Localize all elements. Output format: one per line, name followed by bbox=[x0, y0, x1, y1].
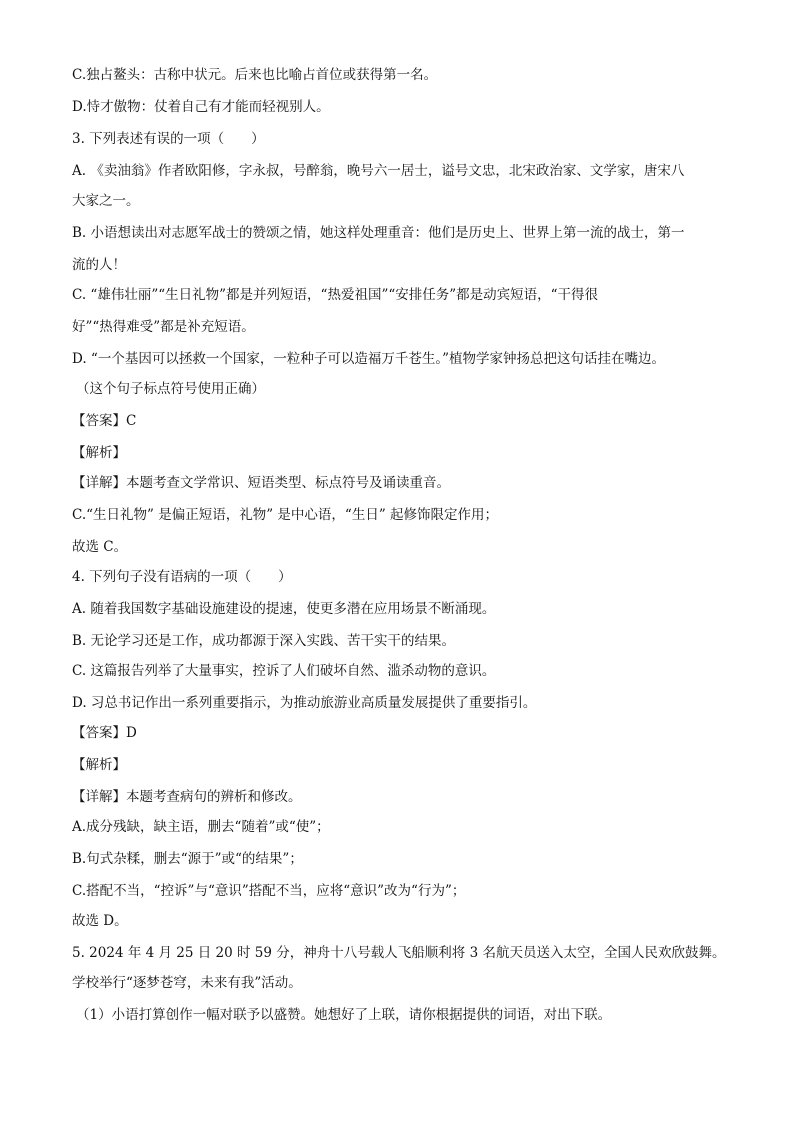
question-5-stem-line2: 学校举行“逐梦苍穹，未来有我”活动。 bbox=[72, 975, 302, 991]
q3-option-d-line1: D. “一个基因可以拯救一个国家，一粒种子可以造福万千苍生。”植物学家钟扬总把这句话挂在嘴边。 bbox=[72, 351, 665, 367]
q3-option-b-line1: B. 小语想读出对志愿军战士的赞颂之情，她这样处理重音：他们是历史上、世界上第一流的战士，第一 bbox=[72, 225, 685, 241]
q3-option-d-line2: （这个句子标点符号使用正确） bbox=[76, 381, 265, 397]
q4-detail-c: C.搭配不当，“控诉”与“意识”搭配不当，应将“意识”改为“行为”； bbox=[72, 883, 466, 899]
q4-option-d: D. 习总书记作出一系列重要指示，为推动旅游业高质量发展提供了重要指引。 bbox=[72, 695, 537, 711]
option-d-line: D.恃才傲物：仗着自己有才能而轻视别人。 bbox=[72, 99, 330, 115]
q3-detail: 【详解】本题考查文学常识、短语类型、标点符号及诵读重音。 bbox=[72, 475, 450, 491]
q4-conclusion: 故选 D。 bbox=[72, 913, 128, 929]
q4-option-a: A. 随着我国数字基础设施建设的提速，使更多潜在应用场景不断涌现。 bbox=[72, 601, 496, 617]
q4-detail-a: A.成分残缺，缺主语，删去“随着”或“使”； bbox=[72, 819, 330, 835]
question-5-part-1: （1）小语打算创作一幅对联予以盛赞。她想好了上联，请你根据提供的词语，对出下联。 bbox=[76, 1007, 612, 1023]
option-c-line: C.独占鳌头：古称中状元。后来也比喻占首位或获得第一名。 bbox=[72, 67, 438, 83]
q3-option-c-line1: C. “雄伟壮丽”“生日礼物”都是并列短语，“热爱祖国”“安排任务”都是动宾短语，“干得很 bbox=[72, 287, 599, 303]
question-5-stem-line1: 5. 2024 年 4 月 25 日 20 时 59 分，神舟十八号载人飞船顺利将 3 名航天员送入太空，全国人民欢欣鼓舞。 bbox=[72, 945, 726, 961]
q3-analysis-heading: 【解析】 bbox=[72, 445, 126, 461]
q3-option-a-line2: 大家之一。 bbox=[72, 193, 140, 209]
q4-detail-b: B.句式杂糅，删去“源于”或“的结果”； bbox=[72, 851, 303, 867]
q3-option-c-line2: 好”“热得难受”都是补充短语。 bbox=[72, 319, 255, 335]
q3-detail-c: C.“生日礼物” 是偏正短语，礼物” 是中心语，“生日” 起修饰限定作用； bbox=[72, 507, 499, 523]
q4-option-b: B. 无论学习还是工作，成功都源于深入实践、苦干实干的结果。 bbox=[72, 633, 456, 649]
q4-answer: 【答案】D bbox=[72, 725, 137, 741]
q4-option-c: C. 这篇报告列举了大量事实，控诉了人们破坏自然、滥杀动物的意识。 bbox=[72, 663, 496, 679]
q3-answer: 【答案】C bbox=[72, 413, 137, 429]
q3-option-b-line2: 流的人！ bbox=[72, 257, 126, 273]
q3-conclusion: 故选 C。 bbox=[72, 539, 128, 555]
q3-option-a-line1: A. 《卖油翁》作者欧阳修，字永叔，号醉翁，晚号六一居士，谥号文忠，北宋政治家、文学家，唐宋八 bbox=[72, 163, 685, 179]
q4-detail: 【详解】本题考查病句的辨析和修改。 bbox=[72, 789, 302, 805]
question-4-stem: 4. 下列句子没有语病的一项（ ） bbox=[72, 569, 292, 585]
question-3-stem: 3. 下列表述有误的一项（ ） bbox=[72, 131, 265, 147]
q4-analysis-heading: 【解析】 bbox=[72, 757, 126, 773]
